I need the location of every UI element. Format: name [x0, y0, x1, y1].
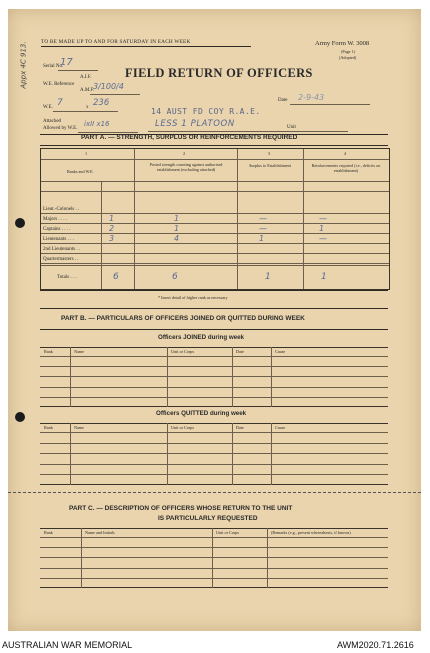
aif-label: A.I.F.: [80, 75, 92, 80]
army-form-label: Army Form W. 3008: [315, 40, 370, 47]
totals-we: 6: [113, 272, 119, 282]
rank-label: Lieutenants . . .: [43, 237, 74, 242]
form-instruction: TO BE MADE UP TO AND FOR SATURDAY IN EACH WEEK: [41, 39, 191, 45]
date-value: 2-9-43: [298, 93, 325, 102]
totals-line-top: [41, 265, 389, 266]
rank-reinf-value: 1: [319, 224, 325, 233]
totals-label: Totals . . .: [57, 275, 77, 280]
quitted-table: [40, 423, 388, 485]
column-header: Name: [74, 349, 84, 354]
rank-posted-value: 4: [174, 234, 180, 243]
adopted-label: (Adopted): [339, 55, 357, 60]
page-label: (Page 1): [341, 49, 356, 54]
column-header: Date: [236, 349, 244, 354]
serial-value: 17: [60, 57, 73, 68]
amf-line: [90, 94, 140, 95]
part-b-title: PART B. — PARTICULARS OF OFFICERS JOINED OR QUITTED DURING WEEK: [61, 315, 305, 322]
col-number-4: 4: [344, 151, 347, 156]
we-line: [53, 111, 118, 112]
col-head-posted: Posted strength counting against authorised establishment (excluding attached): [149, 162, 223, 172]
amf-label: A.M.F.: [80, 88, 95, 93]
unit-line: [148, 131, 348, 132]
joined-table: [40, 347, 388, 407]
column-header: Name: [74, 425, 84, 430]
column-header: Rank: [44, 349, 53, 354]
rank-label: Captains . . . .: [43, 227, 71, 232]
part-c-title-1: PART C. — DESCRIPTION OF OFFICERS WHOSE RETURN TO THE UNIT: [69, 505, 293, 512]
we-value: 7: [57, 98, 63, 108]
col-line-2: [237, 149, 238, 289]
we-label: W.E.: [43, 105, 53, 110]
attached-label: Attached: [43, 119, 62, 124]
rank-we-value: 2: [109, 224, 115, 233]
rank-surplus-value: 1: [259, 234, 265, 243]
serial-line: [58, 70, 98, 71]
totals-posted: 6: [172, 272, 178, 282]
column-header: Cause: [275, 349, 286, 354]
col-number-3: 3: [268, 151, 271, 156]
punch-hole-top: [15, 218, 25, 228]
part-a-title-rule: [40, 145, 388, 146]
rank-we-value: 1: [109, 214, 115, 223]
allowed-line: [78, 132, 138, 133]
part-a-title: PART A. — STRENGTH, SURPLUS OR REINFORCEMENTS REQUIRED: [81, 134, 298, 141]
we-sub-line: [101, 181, 102, 289]
joined-title: Officers JOINED during week: [158, 334, 244, 341]
rank-surplus-value: —: [259, 224, 267, 233]
form-title: FIELD RETURN OF OFFICERS: [125, 66, 313, 80]
column-header: Unit or Corps: [171, 425, 195, 430]
we-x-value: 236: [93, 98, 110, 108]
part-a-table: [40, 148, 390, 290]
col-number-2: 2: [183, 151, 186, 156]
rank-reinf-value: —: [319, 234, 327, 243]
rank-label: Quartermasters . .: [43, 257, 79, 262]
unit-stamp: 14 AUST FD COY R.A.E.: [151, 107, 261, 116]
column-header: Cause: [275, 425, 286, 430]
rank-label: Lieut.-Colonels . .: [43, 207, 80, 212]
totals-surplus: 1: [265, 272, 271, 282]
footer-left: AUSTRALIAN WAR MEMORIAL: [2, 640, 133, 650]
footer-right: AWM2020.71.2616: [337, 640, 414, 650]
quitted-title: Officers QUITTED during week: [156, 410, 247, 417]
column-header: Name and Initials: [85, 530, 115, 535]
col-head-ranks: Ranks and W.E.: [67, 169, 94, 174]
amf-value: 3/100/4: [93, 82, 124, 91]
col-line-1: [134, 149, 135, 289]
column-header: Unit or Corps: [216, 530, 240, 535]
we-reference-label: W.E. Reference: [43, 82, 75, 87]
column-header: Rank: [44, 425, 53, 430]
footer-bar: [0, 638, 430, 653]
column-header: Unit or Corps: [171, 349, 195, 354]
form-sheet: [8, 9, 421, 631]
column-header: Date: [236, 425, 244, 430]
rank-surplus-value: —: [259, 214, 267, 223]
instruction-underline: [41, 46, 251, 47]
rank-reinf-value: —: [319, 214, 327, 223]
rank-label: Majors . . . .: [43, 217, 68, 222]
number-row-line: [41, 159, 389, 160]
part-b-title-rule: [40, 329, 388, 330]
header-row-line: [41, 181, 389, 182]
part-c-title-2: IS PARTICULARLY REQUESTED: [158, 515, 258, 522]
col-line-3: [303, 149, 304, 289]
col-number-1: 1: [85, 151, 88, 156]
allowed-value: ixII x16: [84, 120, 110, 128]
blank-row-line: [41, 191, 389, 192]
date-line: [290, 104, 370, 105]
col-head-reinf: Reinforcements required (i.e., deficits on establishment): [311, 163, 381, 173]
margin-note: Appx 4C 913.: [19, 41, 28, 89]
col-head-surplus: Surplus to Establishment: [249, 163, 291, 168]
we-x-label: x: [86, 105, 89, 110]
rank-posted-value: 1: [174, 214, 180, 223]
rank-posted-value: 1: [174, 224, 180, 233]
allowed-label: Allowed by W.E.: [43, 126, 78, 131]
serial-label: Serial No.: [43, 64, 64, 69]
punch-hole-bottom: [15, 412, 25, 422]
date-label: Date: [278, 98, 288, 103]
totals-reinf: 1: [321, 272, 327, 282]
part-c-table: [40, 528, 388, 588]
part-b-top-rule: [40, 308, 388, 309]
part-a-bottom-rule: [40, 290, 388, 291]
column-header: Rank: [44, 530, 53, 535]
unit-handwritten: LESS 1 PLATOON: [155, 119, 235, 129]
column-header: (Remarks (e.g., present whereabouts, if known): [271, 530, 351, 535]
part-a-footnote: * Insert detail of higher rank as necessary: [158, 295, 228, 300]
rank-label: 2nd Lieutenants . .: [43, 247, 81, 252]
unit-label: Unit: [287, 125, 296, 130]
perforation-line: [8, 492, 421, 493]
rank-we-value: 3: [109, 234, 115, 243]
